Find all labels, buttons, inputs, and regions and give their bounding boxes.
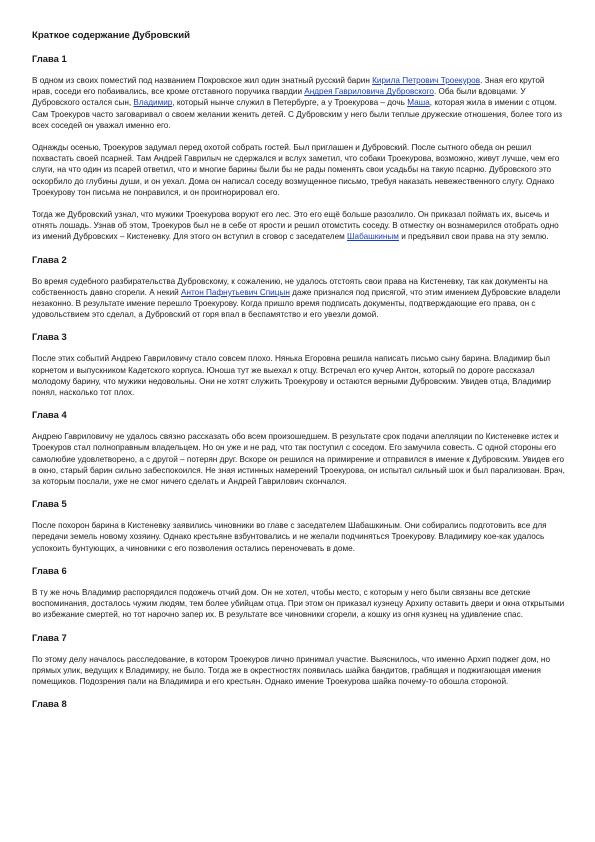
chapter-paragraph [32, 353, 566, 398]
chapter-section [32, 698, 566, 710]
chapter-heading: Глава 4 [32, 409, 67, 421]
paragraph-text: После этих событий Андрею Гавриловичу стало совсем плохо. Нянька Егоровна решила написать письмо сыну барина. Владимир был корнетом и выпускником Кадетского корпуса. Юноша тут же выехал к отцу. Встречал его кучер Антон, который по дороге рассказал молодому барину, что мужики недовольны. Они не хотят служить Троекурову и остаются верными Дубровским. Увидев отца, Владимир понял, насколько тот плох. [32, 354, 551, 398]
character-link[interactable]: Шабашкиным [347, 232, 399, 242]
paragraph-text: даже признался под присягой, что этим имением Дубровские владели незаконно. В результате имение перешло Троекурову. Когда пришло время подписать документы, подтверждающие его права, он с удовольствием это сделал, а Дубровский от горя впал в беспамятство и его увезли домой. [32, 287, 561, 320]
paragraph-text: По этому делу началось расследование, в котором Троекуров лично принимал участие. Выяснилось, что именно Архип поджег дом, но прямых улик, ведущих к Владимиру, не было. Тогда же в окрестностях появилась шайка бандитов, грабящая и поджигающая имения помещиков. Подозрения пали на Владимира и его крестьян. Однако имение Троекурова шайка почему-то обошла стороной. [32, 654, 551, 686]
chapter-heading: Глава 3 [32, 331, 67, 343]
character-link[interactable]: Андрея Гавриловича Дубровского [304, 87, 434, 97]
paragraph-text: В одном из своих поместий под названием Покровское жил один знатный русский барин [32, 76, 373, 85]
paragraph-text: . Зная его крутой нрав, соседи его побаивались, все кроме отставного поручика гвардии [32, 76, 545, 97]
paragraph-text: , который нынче служил в Петербурге, а у Троекурова – дочь [172, 98, 408, 108]
paragraph-text: . Оба были вдовцами. У Дубровского остался сын, [32, 87, 526, 108]
chapter-heading: Глава 1 [32, 53, 67, 64]
paragraph-text: и предъявил свои права на эту землю. [398, 232, 549, 242]
paragraph-text: В ту же ночь Владимир распорядился подожечь отчий дом. Он не хотел, чтобы место, с которым у него были связаны все детские воспоминания, досталось чужим людям, тем более убийцам отца. При этом он приказал кузнецу Архипу оставить двери и окна открытыми во избежание смертей, но тот нарочно запер их. В результате все чиновники сгорели, а кошку из огня кузнец на удивление спас. [32, 587, 565, 620]
chapter-heading: Глава 7 [32, 631, 67, 643]
character-link[interactable]: Кирила Петрович Троекуров [372, 76, 481, 85]
paragraph-text: После похорон барина в Кистеневку заявились чиновники во главе с заседателем Шабашкиным. Они собирались подготовить все для передачи земель новому хозяину. Однако крестьяне взбунтовались и не желали подчиняться Троекурову. Владимиру кое-как удалось успокоить бунтующих, а чиновники с его позволения остались переночевать в доме. [32, 521, 547, 553]
character-link[interactable]: Антон Пафнутьевич Спицын [181, 287, 290, 297]
chapter-heading: Глава 5 [32, 498, 67, 510]
chapter-heading: Глава 6 [32, 564, 67, 576]
chapter-paragraph [32, 75, 566, 131]
chapter-section [32, 632, 566, 688]
character-link[interactable]: Маша [407, 98, 430, 108]
paragraph-text: Во время судебного разбирательства Дубровскому, к сожалению, не удалось отстоять свои права на Кистеневку, так как документы на собственность давно сгорели. А некий [32, 276, 548, 297]
paragraph-text: Однажды осенью, Троекуров задумал перед охотой собрать гостей. Был приглашен и Дубровский. После сытного обеда он решил похвастать своей псарней. Там Андрей Гаврилыч не сдержался и вслух заметил, что собаки Троекурова, возможно, живут лучше, чем его слуги, на что один из псарей ответил, что и многие барины были бы не рады поменять свои усадьбы на такую псарню. Дубровского это оскорбило до глубины души, и он уехал. Дома он написал соседу возмущенное письмо, требуя наказать невежественного слугу. Однако Троекурову тон письма не понравился, и он проигнорировал его. [32, 143, 560, 197]
chapter-paragraph [32, 587, 566, 621]
chapter-paragraph [32, 654, 566, 688]
chapter-section [32, 409, 566, 487]
document-page [32, 30, 566, 720]
chapter-heading: Глава 2 [32, 253, 67, 265]
chapters-container [32, 53, 566, 710]
paragraph-text: Тогда же Дубровский узнал, что мужики Троекурова воруют его лес. Это его ещё больше разозлило. Он приказал поймать их, высечь и отнять лошадь. Узнав об этом, Троекуров был не в себе от ярости и решил отомстить соседу. В отместку он вознамерился отобрать одно из имений Дубровских – Кистеневку. Для этого он вступил в сговор с заседателем [32, 210, 559, 242]
chapter-section [32, 254, 566, 321]
chapter-paragraph [32, 142, 566, 198]
chapter-section [32, 331, 566, 398]
chapter-heading: Глава 8 [32, 698, 67, 710]
chapter-section [32, 565, 566, 621]
chapter-paragraph [32, 520, 566, 554]
chapter-paragraph [32, 209, 566, 243]
chapter-section [32, 498, 566, 554]
character-link[interactable]: Владимир [133, 98, 173, 108]
document-title: Краткое содержание Дубровский [32, 30, 190, 41]
chapter-paragraph [32, 276, 566, 321]
chapter-paragraph [32, 431, 566, 487]
paragraph-text: , которая жила в имении с отцом. Сам Троекуров часто заговаривал о своем желании женить детей. С Дубровским у него были теплые дружеские отношения, более того из всех соседей он уважал именно его. [32, 98, 563, 130]
paragraph-text: Андрею Гавриловичу не удалось связно рассказать обо всем произошедшем. В результате срок подачи апелляции по Кистеневке истек и Троекуров стал полноправным владельцем. Но он уже и не рад, что так поступил с соседом. Его замучила совесть. С одной стороны его самолюбие удовлетворено, а с другой – потерян друг. Вскоре он решился на примирение и отправился в имение к Дубровским. Увидев его в окно, старый барин сильно забеспокоился. Не зная истинных намерений Троекурова, он испытал сильный шок и был парализован. Врач, за которым послали, уже не смог ничего сделать и Андрей Гаврилович скончался. [32, 432, 565, 487]
chapter-section [32, 53, 566, 243]
